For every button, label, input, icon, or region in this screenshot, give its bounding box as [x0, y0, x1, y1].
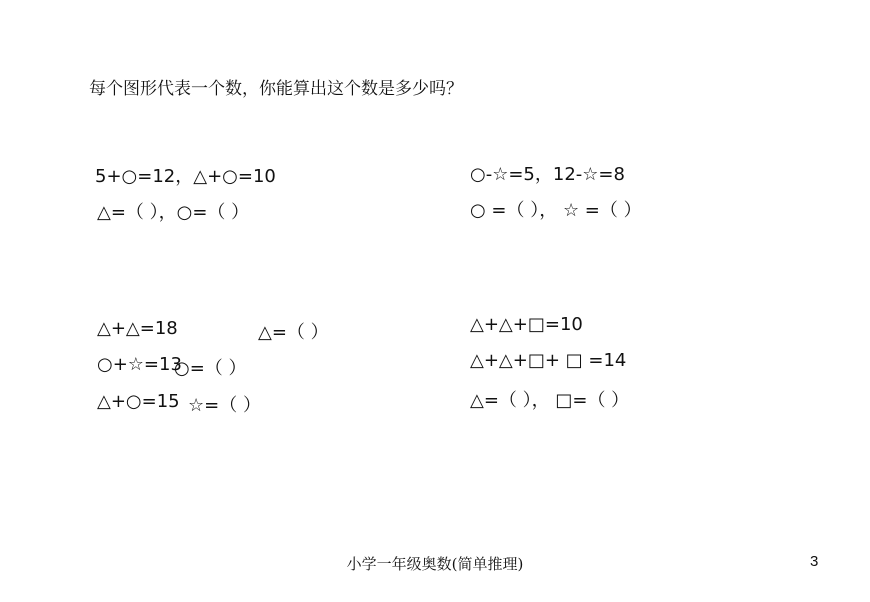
problem-3-answer-3: ☆=（ ）	[188, 395, 261, 416]
problem-3-equation-1: △+△=18	[97, 318, 178, 339]
problem-4-answer: △=（ ）， □=（ ）	[470, 390, 630, 411]
problem-4-equation-2: △+△+□+ □ =14	[470, 350, 627, 371]
page-number: 3	[810, 553, 819, 570]
problem-1-answer: △=（ ），○=（ ）	[97, 202, 250, 223]
problem-4-equation-1: △+△+□=10	[470, 314, 583, 335]
problem-3-equation-3: △+○=15	[97, 391, 180, 412]
problem-3-answer-1: △=（ ）	[258, 322, 329, 343]
problem-3-answer-2: ○=（ ）	[174, 358, 247, 379]
problem-2-answer: ○ =（ ）， ☆ =（ ）	[470, 200, 642, 221]
problem-3-equation-2: ○+☆=13	[97, 354, 182, 375]
problem-1-equation: 5+○=12，△+○=10	[95, 166, 276, 187]
problem-2-equation: ○-☆=5，12-☆=8	[470, 164, 625, 185]
footer-title: 小学一年级奥数(简单推理)	[346, 555, 524, 573]
instruction-text: 每个图形代表一个数，你能算出这个数是多少吗？	[89, 79, 463, 99]
